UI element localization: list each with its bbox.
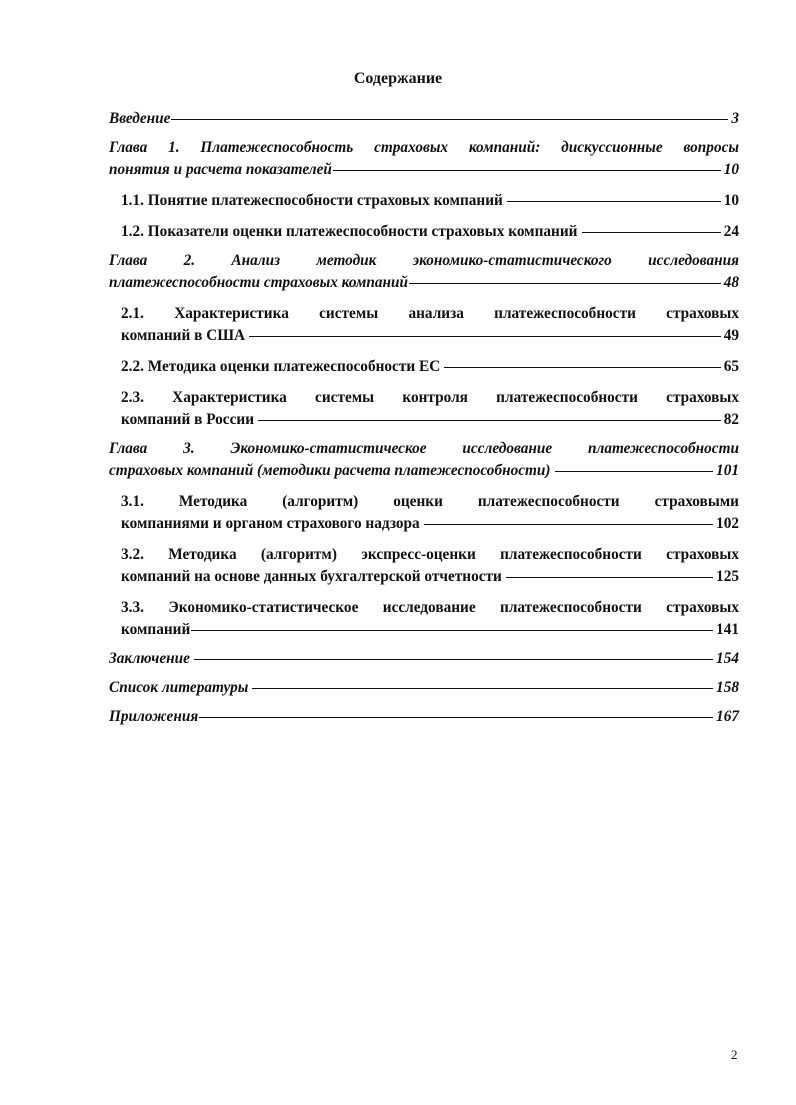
toc-page-number: 48 bbox=[723, 274, 739, 291]
toc-entry-section-2-3 bbox=[121, 387, 739, 431]
toc-entry-text-line: компаниями и органом страхового надзора bbox=[121, 515, 420, 532]
toc-page-number: 82 bbox=[723, 411, 739, 428]
leader-line bbox=[194, 659, 713, 660]
toc-entry-text-line: компаний bbox=[121, 621, 191, 638]
toc-page-number: 141 bbox=[716, 621, 739, 638]
toc-entry-chapter-1 bbox=[109, 137, 739, 181]
leader-line bbox=[424, 524, 713, 525]
leader-line bbox=[199, 717, 713, 718]
leader-line bbox=[258, 420, 721, 421]
toc-entry-text: Введение bbox=[109, 110, 171, 127]
toc-entry-text: 1.1. Понятие платежеспособности страховых компаний bbox=[121, 192, 503, 209]
toc-entry-text: 2.2. Методика оценки платежеспособности ЕС bbox=[121, 358, 441, 375]
toc-page-number: 3 bbox=[731, 110, 739, 127]
leader-line bbox=[171, 119, 728, 120]
toc-entry-text: Заключение bbox=[109, 650, 190, 667]
toc-entry-text-line: страховых компаний (методики расчета платежеспособности) bbox=[109, 462, 551, 479]
toc-entry-text-line: Глава 2. Анализ методик экономико-статистического исследования bbox=[109, 252, 739, 269]
toc-entry-text: 1.2. Показатели оценки платежеспособности страховых компаний bbox=[121, 223, 578, 240]
toc-page-number: 102 bbox=[716, 515, 739, 532]
toc-entry-section-1-1 bbox=[121, 190, 739, 212]
toc-entry-section-3-1 bbox=[121, 491, 739, 535]
toc-entry-section-2-2 bbox=[121, 356, 739, 378]
toc-entry-text-line: 2.3. Характеристика системы контроля платежеспособности страховых bbox=[121, 389, 739, 406]
table-of-contents bbox=[109, 108, 739, 728]
toc-entry-text-line: 3.2. Методика (алгоритм) экспресс-оценки платежеспособности страховых bbox=[121, 546, 739, 563]
leader-line bbox=[249, 336, 721, 337]
toc-entry-section-1-2 bbox=[121, 221, 739, 243]
toc-entry-references bbox=[109, 677, 739, 699]
leader-line bbox=[444, 367, 720, 368]
toc-entry-text-line: понятия и расчета показателей bbox=[109, 161, 332, 178]
toc-entry-text-line: Глава 3. Экономико-статистическое исследование платежеспособности bbox=[109, 440, 739, 457]
toc-page-number: 101 bbox=[716, 462, 739, 479]
page-number: 2 bbox=[731, 1047, 738, 1062]
toc-entry-chapter-3 bbox=[109, 438, 739, 482]
toc-page-number: 167 bbox=[716, 708, 739, 725]
toc-page-number: 10 bbox=[723, 192, 739, 209]
toc-page-number: 10 bbox=[723, 161, 739, 178]
toc-page-number: 125 bbox=[716, 568, 739, 585]
toc-entry-text: Приложения bbox=[109, 708, 199, 725]
leader-line bbox=[582, 232, 721, 233]
leader-line bbox=[507, 201, 721, 202]
toc-page-number: 49 bbox=[723, 327, 739, 344]
leader-line bbox=[191, 630, 713, 631]
toc-entry-text-line: компаний на основе данных бухгалтерской отчетности bbox=[121, 568, 502, 585]
toc-entry-appendices bbox=[109, 706, 739, 728]
leader-line bbox=[333, 170, 721, 171]
toc-entry-section-3-3 bbox=[121, 597, 739, 641]
toc-entry-text-line: 2.1. Характеристика системы анализа платежеспособности страховых bbox=[121, 305, 739, 322]
toc-page-number: 154 bbox=[716, 650, 739, 667]
toc-entry-section-3-2 bbox=[121, 544, 739, 588]
toc-entry-conclusion bbox=[109, 648, 739, 670]
leader-line bbox=[506, 577, 713, 578]
page-title: Содержание bbox=[353, 70, 443, 87]
toc-entry-text-line: Глава 1. Платежеспособность страховых компаний: дискуссионные вопросы bbox=[109, 139, 739, 156]
toc-entry-text-line: платежеспособности страховых компаний bbox=[109, 274, 409, 291]
toc-entry-introduction bbox=[109, 108, 739, 130]
toc-entry-text: Список литературы bbox=[109, 679, 249, 696]
toc-entry-section-2-1 bbox=[121, 303, 739, 347]
leader-line bbox=[252, 688, 713, 689]
toc-entry-text-line: 3.3. Экономико-статистическое исследование платежеспособности страховых bbox=[121, 599, 739, 616]
toc-entry-text-line: компаний в США bbox=[121, 327, 246, 344]
toc-entry-chapter-2 bbox=[109, 250, 739, 294]
toc-page-number: 24 bbox=[723, 223, 739, 240]
leader-line bbox=[555, 471, 714, 472]
toc-page-number: 158 bbox=[716, 679, 739, 696]
leader-line bbox=[409, 283, 721, 284]
toc-page-number: 65 bbox=[723, 358, 739, 375]
toc-entry-text-line: компаний в России bbox=[121, 411, 255, 428]
toc-entry-text-line: 3.1. Методика (алгоритм) оценки платежеспособности страховыми bbox=[121, 493, 739, 510]
